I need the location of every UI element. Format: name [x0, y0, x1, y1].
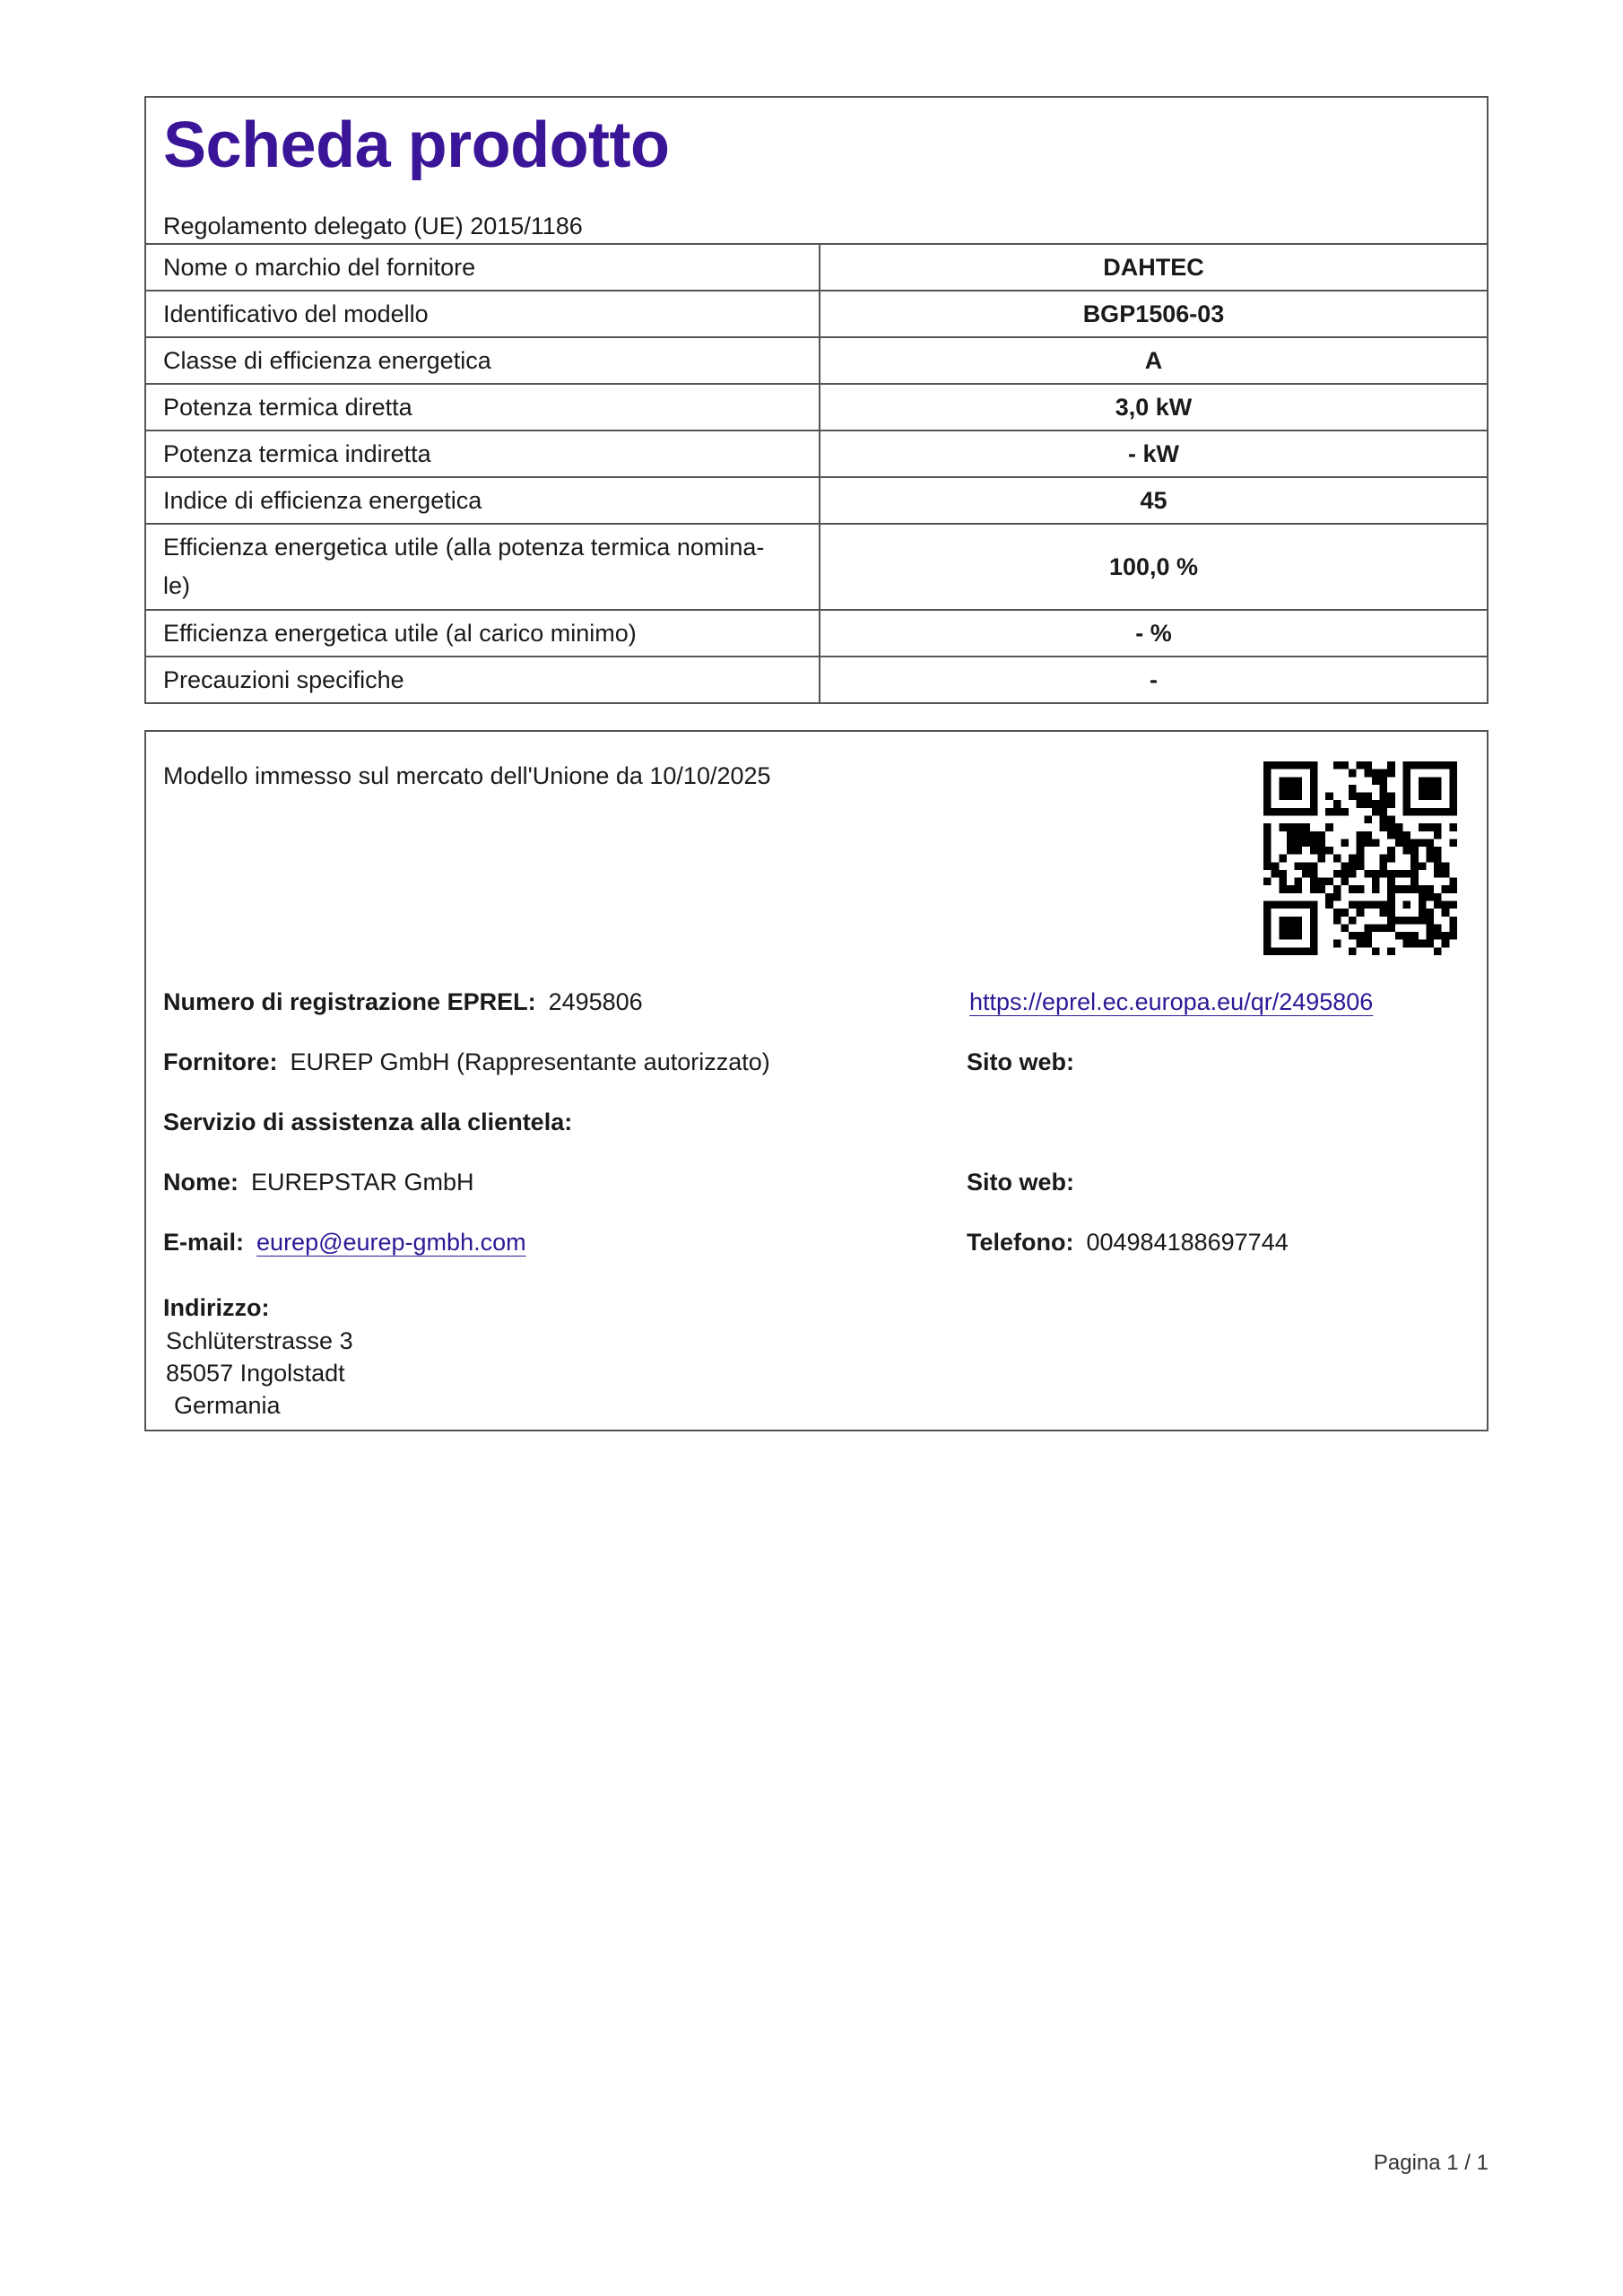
supplier-info-box [144, 730, 1488, 1431]
spec-label: Nome o marchio del fornitore [146, 245, 820, 291]
product-spec-box [144, 96, 1488, 704]
table-row [146, 524, 1487, 610]
address-country: Germania [174, 1392, 281, 1419]
page-title: Scheda prodotto [163, 109, 670, 181]
eprel-label: Numero di registrazione EPREL: [163, 988, 536, 1015]
service-website [967, 1167, 1074, 1197]
spec-label-line: le) [163, 572, 191, 599]
spec-label: Indice di efficienza energetica [146, 477, 820, 524]
address-heading [163, 1292, 269, 1323]
table-row [146, 657, 1487, 702]
market-date-text: Modello immesso sul mercato dell'Unione da 10/10/2025 [163, 762, 771, 789]
eprel-registration [163, 987, 643, 1017]
eprel-link[interactable]: https://eprel.ec.europa.eu/qr/2495806 [969, 988, 1374, 1015]
customer-service-label: Servizio di assistenza alla clientela: [163, 1109, 573, 1135]
spec-value: - [1150, 665, 1158, 693]
spec-value: BGP1506-03 [820, 291, 1487, 337]
table-row [146, 477, 1487, 524]
supplier-label: Fornitore: [163, 1048, 278, 1075]
email-label: E-mail: [163, 1229, 245, 1256]
phone-label: Telefono: [967, 1229, 1074, 1256]
regulation-subtitle: Regolamento delegato (UE) 2015/1186 [163, 213, 583, 239]
address-street: Schlüterstrasse 3 [166, 1327, 353, 1354]
service-website-label: Sito web: [967, 1169, 1074, 1196]
table-row [146, 610, 1487, 657]
supplier-name: EUREP GmbH (Rappresentante autorizzato) [290, 1048, 770, 1075]
supplier-website [967, 1047, 1074, 1077]
address-city: 85057 Ingolstadt [166, 1360, 345, 1387]
eprel-number: 2495806 [548, 988, 643, 1015]
table-row [146, 245, 1487, 291]
service-name-line [163, 1167, 474, 1197]
name-label: Nome: [163, 1169, 239, 1196]
email-line [163, 1227, 526, 1257]
spec-label-line: Efficienza energetica utile (alla potenza termica nomina- [163, 534, 765, 561]
spec-value: A [820, 337, 1487, 384]
table-row [146, 384, 1487, 430]
table-row [146, 430, 1487, 477]
spec-value: 3,0 kW [820, 384, 1487, 430]
title-area [146, 98, 1487, 245]
email-link[interactable]: eurep@eurep-gmbh.com [256, 1229, 526, 1256]
spec-value: 45 [820, 477, 1487, 524]
eprel-link-wrapper [969, 987, 1373, 1017]
page-number: Pagina 1 / 1 [1373, 2151, 1488, 2175]
spec-label: Precauzioni specifiche [146, 657, 820, 702]
supplier-line [163, 1047, 770, 1077]
spec-value: 100,0 % [820, 524, 1487, 610]
customer-service-heading [163, 1107, 572, 1137]
spec-label: Efficienza energetica utile (al carico minimo) [146, 610, 820, 657]
service-name: EUREPSTAR GmbH [251, 1169, 474, 1196]
spec-label: Potenza termica diretta [146, 384, 820, 430]
spec-table [146, 245, 1487, 702]
phone-number: 004984188697744 [1086, 1229, 1289, 1256]
table-row [146, 337, 1487, 384]
table-row [146, 291, 1487, 337]
spec-value: - % [820, 610, 1487, 657]
supplier-website-label: Sito web: [967, 1048, 1074, 1075]
spec-label: Identificativo del modello [146, 291, 820, 337]
spec-label [146, 524, 820, 610]
address-label: Indirizzo: [163, 1294, 270, 1321]
spec-value: - kW [820, 430, 1487, 477]
spec-label: Classe di efficienza energetica [146, 337, 820, 384]
phone-line [967, 1227, 1289, 1257]
spec-value: DAHTEC [820, 245, 1487, 291]
spec-label: Potenza termica indiretta [146, 430, 820, 477]
qr-code-icon[interactable] [1263, 761, 1457, 955]
